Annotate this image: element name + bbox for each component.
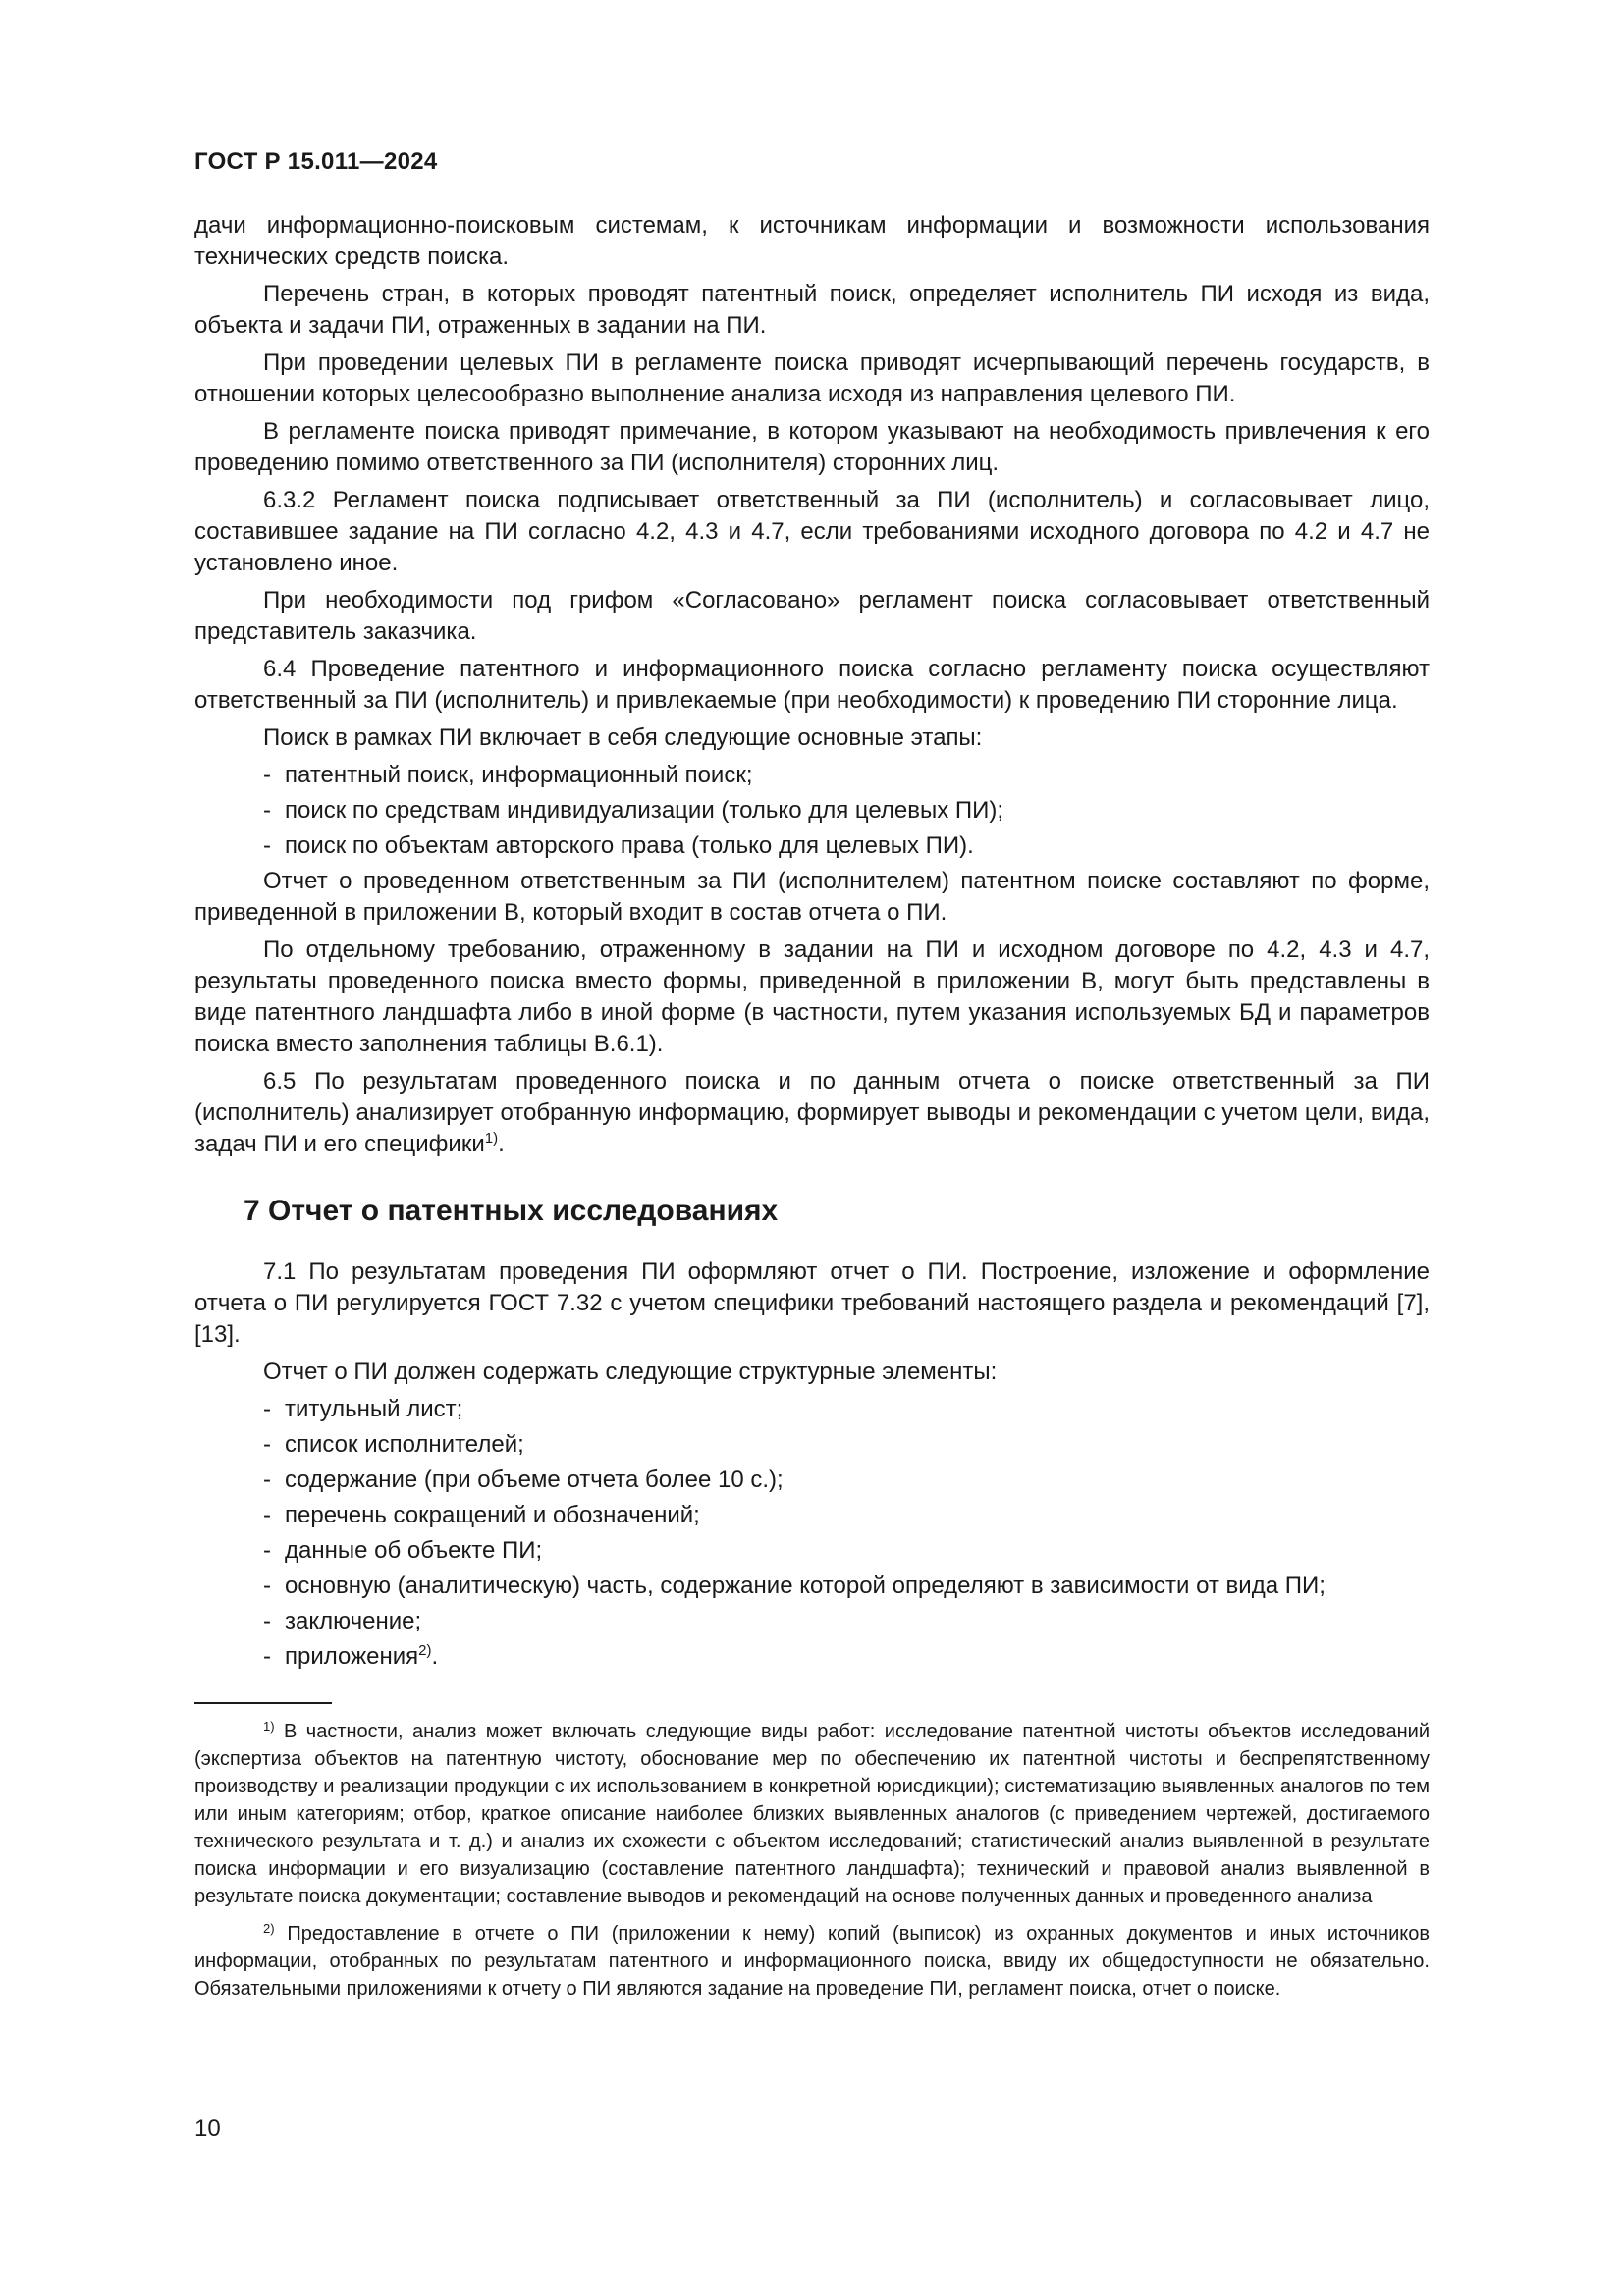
document-page — [194, 147, 1430, 2012]
list-item: - приложения$^{2)}$. — [263, 1642, 439, 1670]
page-number: 10 — [194, 2115, 221, 2142]
paragraph: Отчет о ПИ должен содержать следующие структурные элементы: — [263, 1359, 998, 1385]
paragraph-6-4: 6.4 Проведение патентного и информационного поиска согласно регламенту поиска осуществляют ответственный за ПИ (исполнитель) и привлекаемые (при необходимости) к проведению ПИ сторонние лица. — [194, 656, 1430, 714]
list-item: - данные об объекте ПИ; — [263, 1537, 543, 1564]
list-item: - содержание (при объеме отчета более 10 с.); — [263, 1467, 784, 1493]
list-item: - патентный поиск, информационный поиск; — [263, 762, 753, 788]
paragraph: При проведении целевых ПИ в регламенте поиска приводят исчерпывающий перечень государств, в отношении которых целесообразно выполнение анализа исходя из направления целевого ПИ. — [194, 349, 1430, 407]
list-item: - поиск по средствам индивидуализации (только для целевых ПИ); — [263, 797, 1004, 824]
footnote-ref: 1) — [484, 1130, 499, 1147]
footnote-1: $^{1)}$ В частности, анализ может включать следующие виды работ: исследование патентной чистоты объектов исследований (экспертиза объектов на патентную чистоту, обоснование мер по обеспечению их патентной чистоты и беспрепятственному производству и реализации продукции с их использованием в конкретной юрисдикции); систематизацию выявленных аналогов по тем или иным категориям; отбор, краткое описание наиболее близких выявленных аналогов (с приведением чертежей, достигаемого технического результата и т. д.) и анализ их схожести с объектом исследований; статистический анализ выявленной в результате поиска информации и его визуализацию (составление патентного ландшафта); технический и правовой анализ выявленной в результате поиска документации; составление выводов и рекомендаций на основе полученных данных и проведенного анализа — [194, 1719, 1430, 1907]
paragraph: Отчет о проведенном ответственным за ПИ (исполнителем) патентном поиске составляют по форме, приведенной в приложении В, который входит в состав отчета о ПИ. — [194, 868, 1430, 926]
paragraph: дачи информационно-поисковым системам, к источникам информации и возможности использования технических средств поиска. — [194, 212, 1430, 270]
list-item: - поиск по объектам авторского права (только для целевых ПИ). — [263, 832, 974, 859]
footnote-ref: 2) — [418, 1642, 432, 1659]
paragraph: В регламенте поиска приводят примечание, в котором указывают на необходимость привлечения к его проведению помимо ответственного за ПИ (исполнителя) сторонних лиц. — [194, 418, 1430, 476]
paragraph: Перечень стран, в которых проводят патентный поиск, определяет исполнитель ПИ исходя из вида, объекта и задачи ПИ, отраженных в задании на ПИ. — [194, 281, 1430, 339]
list-item: - титульный лист; — [263, 1396, 463, 1422]
list-item: - перечень сокращений и обозначений; — [263, 1502, 700, 1528]
paragraph-6-5: 6.5 По результатам проведенного поиска и по данным отчета о поиске ответственный за ПИ (исполнитель) анализирует отобранную информацию, формирует выводы и рекомендации с учетом цели, вида, задач ПИ и его специфики$^{1)}$. — [194, 1068, 1430, 1157]
list-item: - основную (аналитическую) часть, содержание которой определяют в зависимости от вида ПИ; — [263, 1573, 1326, 1599]
section-title: 7 Отчет о патентных исследованиях — [244, 1195, 779, 1227]
list-item: - заключение; — [263, 1608, 422, 1634]
footnote-2: $^{2)}$ Предоставление в отчете о ПИ (приложении к нему) копий (выписок) из охранных документов и иных источников информации, отобранных по результатам патентного и информационного поиска, ввиду их общедоступности не обязательно. Обязательными приложениями к отчету о ПИ являются задание на проведение ПИ, регламент поиска, отчет о поиске. — [194, 1921, 1430, 2000]
list-item: - список исполнителей; — [263, 1431, 524, 1458]
paragraph-7-1: 7.1 По результатам проведения ПИ оформляют отчет о ПИ. Построение, изложение и оформление отчета о ПИ регулируется ГОСТ 7.32 с учетом специфики требований настоящего раздела и рекомендаций [7], [13]. — [194, 1258, 1430, 1348]
document-header: ГОСТ Р 15.011—2024 — [194, 148, 438, 175]
paragraph: Поиск в рамках ПИ включает в себя следующие основные этапы: — [263, 724, 983, 751]
paragraph: По отдельному требованию, отраженному в задании на ПИ и исходном договоре по 4.2, 4.3 и 4.7, результаты проведенного поиска вместо формы, приведенной в приложении В, могут быть представлены в виде патентного ландшафта либо в иной форме (в частности, путем указания используемых БД и параметров поиска вместо заполнения таблицы В.6.1). — [194, 936, 1430, 1057]
paragraph: При необходимости под грифом «Согласовано» регламент поиска согласовывает ответственный представитель заказчика. — [194, 587, 1430, 645]
footnote-divider — [194, 1702, 332, 1704]
paragraph-6-3-2: 6.3.2 Регламент поиска подписывает ответственный за ПИ (исполнитель) и согласовывает лицо, составившее задание на ПИ согласно 4.2, 4.3 и 4.7, если требованиями исходного договора по 4.2 и 4.7 не установлено иное. — [194, 487, 1430, 576]
